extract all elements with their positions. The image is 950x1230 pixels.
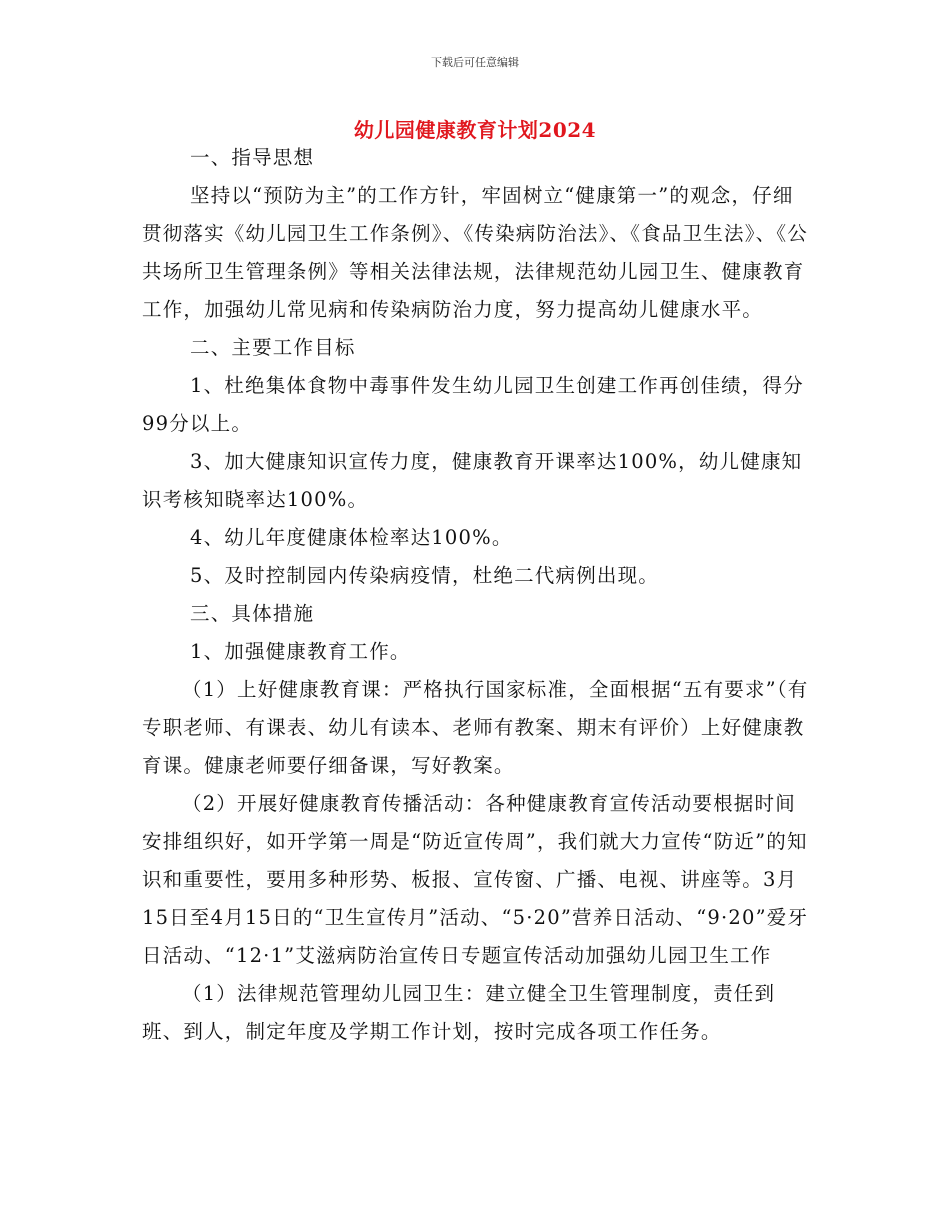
- section-heading-guiding-ideology: 一、指导思想: [190, 146, 315, 169]
- document-title: 幼儿园健康教育计划2024: [353, 118, 597, 142]
- measure-subitem-hygiene-management: （1）法律规范管理幼儿园卫生：建立健全卫生管理制度，责任到班、到人，制定年度及学期工作计划，按时完成各项工作任务。: [142, 982, 776, 1043]
- goal-item-1: 1、杜绝集体食物中毒事件发生幼儿园卫生创建工作再创佳绩，得分99分以上。: [142, 374, 804, 435]
- measure-subitem-health-campaigns: （2）开展好健康教育传播活动：各种健康教育宣传活动要根据时间安排组织好，如开学第一周是“防近宣传周”，我们就大力宣传“防近”的知识和重要性，要用多种形势、板报、宣传窗、广播、电视、讲座等。3月15日至4月15日的“卫生宣传月”活动、“5·20”营养日活动、“9·20”爱牙日活动、“12·1”艾滋病防治宣传日专题宣传活动加强幼儿园卫生工作: [142, 792, 809, 967]
- measure-item-1: 1、加强健康教育工作。: [190, 640, 411, 663]
- section-heading-measures: 三、具体措施: [190, 602, 315, 625]
- goal-item-3: 3、加大健康知识宣传力度，健康教育开课率达100%，幼儿健康知识考核知晓率达100%。: [142, 450, 803, 511]
- measure-subitem-health-class: （1）上好健康教育课：严格执行国家标准，全面根据“五有要求”（有专职老师、有课表、幼儿有读本、老师有教案、期末有评价）上好健康教育课。健康老师要仔细备课，写好教案。: [142, 678, 809, 777]
- page-header-note: 下载后可任意编辑: [431, 56, 519, 69]
- section-heading-main-goals: 二、主要工作目标: [190, 336, 356, 359]
- paragraph-guiding-ideology: 坚持以“预防为主”的工作方针，牢固树立“健康第一”的观念，仔细贯彻落实《幼儿园卫生工作条例》、《传染病防治法》、《食品卫生法》、《公共场所卫生管理条例》等相关法律法规，法律规范幼儿园卫生、健康教育工作，加强幼儿常见病和传染病防治力度，努力提高幼儿健康水平。: [142, 184, 809, 321]
- goal-item-5: 5、及时控制园内传染病疫情，杜绝二代病例出现。: [190, 564, 660, 587]
- document-body: [142, 139, 812, 1051]
- goal-item-4: 4、幼儿年度健康体检率达100%。: [190, 526, 513, 549]
